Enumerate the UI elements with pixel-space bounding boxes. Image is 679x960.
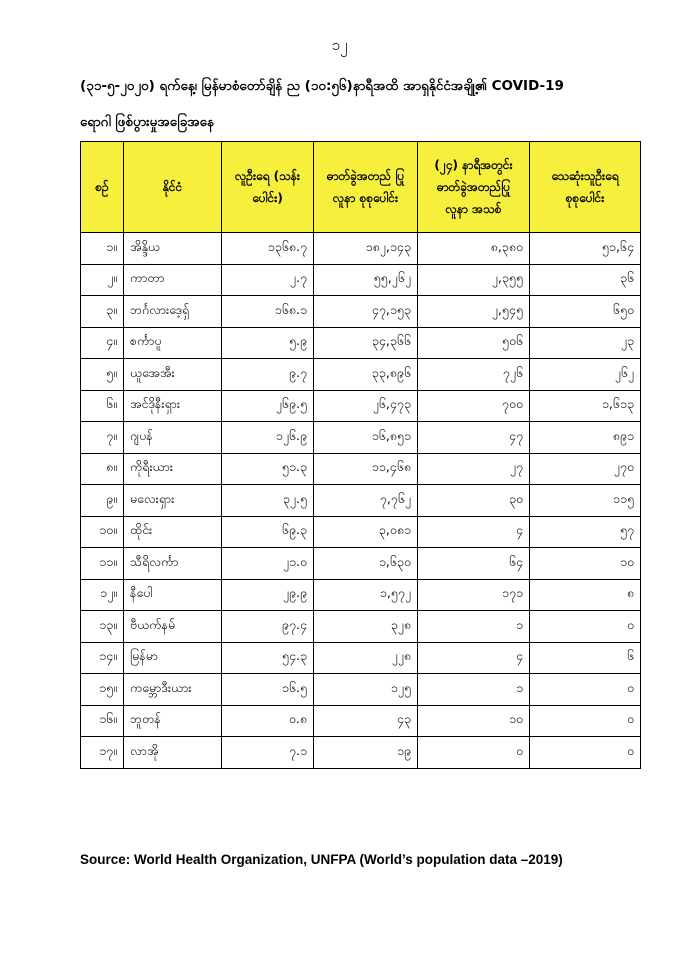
cell-new-24h: ၄၇ [418,422,530,454]
cell-population: ၁၃၆၈.၇ [222,233,314,265]
cell-new-24h: ၁၀ [418,705,530,737]
cell-confirmed-total: ၁,၆၃၀ [314,548,418,580]
cell-population: ၁၂၆.၉ [222,422,314,454]
cell-deaths-total: ၁,၆၁၃ [530,390,641,422]
cell-new-24h: ၆၄ [418,548,530,580]
table-row [81,233,641,265]
table-row [81,264,641,296]
table-row [81,485,641,517]
table-row [81,327,641,359]
cell-population: ၁၆၈.၁ [222,296,314,328]
cell-deaths-total: ၀ [530,705,641,737]
table-row [81,390,641,422]
cell-confirmed-total: ၄၃ [314,705,418,737]
cell-new-24h: ၁၇၁ [418,579,530,611]
table-row [81,611,641,643]
cell-confirmed-total: ၄၇,၁၅၃ [314,296,418,328]
cell-new-24h: ၅၀၆ [418,327,530,359]
cell-new-24h: ၂,၅၄၅ [418,296,530,328]
cell-deaths-total: ၀ [530,674,641,706]
cell-confirmed-total: ၅၅,၂၆၂ [314,264,418,296]
cell-country: အိန္ဒိယ [124,233,222,265]
cell-country: ထိုင်း [124,516,222,548]
cell-deaths-total: ၁၁၅ [530,485,641,517]
cell-deaths-total: ၅၁,၆၄ [530,233,641,265]
cell-confirmed-total: ၁၈၂,၁၄၃ [314,233,418,265]
cell-population: ၁၆.၅ [222,674,314,706]
cell-population: ၃၂.၅ [222,485,314,517]
cell-new-24h: ၃၀ [418,485,530,517]
cell-serial: ၈။ [81,453,124,485]
cell-serial: ၁၄။ [81,642,124,674]
table-header-row [81,142,641,233]
table-row [81,579,641,611]
cell-confirmed-total: ၃၂၈ [314,611,418,643]
cell-new-24h: ၈,၃၈၀ [418,233,530,265]
cell-serial: ၁၅။ [81,674,124,706]
cell-population: ၂၆၉.၅ [222,390,314,422]
table-row [81,296,641,328]
source-note: Source: World Health Organization, UNFPA (World’s population data –2019) [80,852,563,867]
cell-confirmed-total: ၁၁,၄၆၈ [314,453,418,485]
cell-deaths-total: ၂၆၂ [530,359,641,391]
cell-serial: ၁၇။ [81,737,124,769]
cell-population: ၂၉.၉ [222,579,314,611]
cell-serial: ၁၂။ [81,579,124,611]
cell-population: ၀.၈ [222,705,314,737]
cell-country: နီပေါ [124,579,222,611]
cell-country: ဘူတန် [124,705,222,737]
table-row [81,642,641,674]
header-serial: စဉ် [81,142,124,233]
header-deaths-total: သေဆုံးသူဦးရေ စုစုပေါင်း [530,142,641,233]
cell-serial: ၄။ [81,327,124,359]
table-row [81,453,641,485]
cell-country: ဂျပန် [124,422,222,454]
cell-country: ယူအေအီး [124,359,222,391]
table-row [81,737,641,769]
cell-serial: ၂။ [81,264,124,296]
cell-deaths-total: ၈ [530,579,641,611]
cell-deaths-total: ၆၅၀ [530,296,641,328]
cell-serial: ၆။ [81,390,124,422]
cell-confirmed-total: ၃၃,၈၉၆ [314,359,418,391]
cell-new-24h: ၂,၃၅၅ [418,264,530,296]
cell-country: ဘင်္ဂလားဒေ့ရှ် [124,296,222,328]
cell-new-24h: ၄ [418,642,530,674]
table-row [81,359,641,391]
cell-population: ၆၉.၃ [222,516,314,548]
cell-new-24h: ၁ [418,674,530,706]
cell-serial: ၃။ [81,296,124,328]
cell-serial: ၅။ [81,359,124,391]
cell-country: အင်ဒိုနီးရှား [124,390,222,422]
cell-population: ၂၁.၀ [222,548,314,580]
table-row [81,548,641,580]
cell-deaths-total: ၃၆ [530,264,641,296]
cell-deaths-total: ၂၇၀ [530,453,641,485]
cell-deaths-total: ၅၇ [530,516,641,548]
cell-confirmed-total: ၂၆,၄၇၃ [314,390,418,422]
header-new-24h: (၂၄) နာရီအတွင်း ဓာတ်ခွဲအတည်ပြု လူနာ အသစ် [418,142,530,233]
cell-country: လာအို [124,737,222,769]
cell-country: ဗီယက်နမ် [124,611,222,643]
cell-new-24h: ၀ [418,737,530,769]
cell-country: မလေးရှား [124,485,222,517]
cell-new-24h: ၇၂၆ [418,359,530,391]
document-title-line-2: ရောဂါ ဖြစ်ပွားမှုအခြေအနေ [80,114,214,130]
cell-deaths-total: ၂၃ [530,327,641,359]
cell-country: မြန်မာ [124,642,222,674]
cell-serial: ၁၀။ [81,516,124,548]
cell-deaths-total: ၀ [530,611,641,643]
cell-confirmed-total: ၁,၅၇၂ [314,579,418,611]
table-row [81,705,641,737]
cell-population: ၅၁.၃ [222,453,314,485]
cell-deaths-total: ၆ [530,642,641,674]
page-number: ၁၂ [331,36,348,54]
cell-country: စင်္ကာပူ [124,327,222,359]
cell-serial: ၁၁။ [81,548,124,580]
cell-confirmed-total: ၁၆,၈၅၁ [314,422,418,454]
covid-asia-table [80,141,641,769]
cell-confirmed-total: ၇,၇၆၂ [314,485,418,517]
cell-population: ၂.၇ [222,264,314,296]
cell-country: ကမ္ဘောဒီးယား [124,674,222,706]
table-row [81,674,641,706]
cell-serial: ၁၃။ [81,611,124,643]
cell-deaths-total: ၈၉၁ [530,422,641,454]
header-population: လူဦးရေ (သန်းပေါင်း) [222,142,314,233]
cell-deaths-total: ၁၀ [530,548,641,580]
cell-population: ၅၄.၃ [222,642,314,674]
cell-population: ၉၇.၄ [222,611,314,643]
cell-new-24h: ၇၀၀ [418,390,530,422]
header-confirmed-total: ဓာတ်ခွဲအတည် ပြု လူနာ စုစုပေါင်း [314,142,418,233]
cell-new-24h: ၁ [418,611,530,643]
cell-serial: ၉။ [81,485,124,517]
cell-country: ကာတာ [124,264,222,296]
cell-serial: ၁။ [81,233,124,265]
cell-confirmed-total: ၃,၀၈၁ [314,516,418,548]
cell-population: ၅.၉ [222,327,314,359]
cell-population: ၉.၇ [222,359,314,391]
cell-confirmed-total: ၃၄,၃၆၆ [314,327,418,359]
cell-country: သီရိလင်္ကာ [124,548,222,580]
cell-new-24h: ၄ [418,516,530,548]
cell-new-24h: ၂၇ [418,453,530,485]
cell-country: ကိုရီးယား [124,453,222,485]
document-title-line-1: (၃၁-၅-၂၀၂၀) ရက်နေ့၊ မြန်မာစံတော်ချိန် ည (၁၀:၅၆)နာရီအထိ အာရှနိုင်ငံအချို့၏ COVID-19 [80,78,564,94]
cell-population: ၇.၁ [222,737,314,769]
header-country: နိုင်ငံ [124,142,222,233]
table-row [81,422,641,454]
table-row [81,516,641,548]
table-body [81,233,641,769]
cell-confirmed-total: ၁၂၅ [314,674,418,706]
cell-serial: ၇။ [81,422,124,454]
cell-confirmed-total: ၂၂၈ [314,642,418,674]
cell-deaths-total: ၀ [530,737,641,769]
cell-confirmed-total: ၁၉ [314,737,418,769]
cell-serial: ၁၆။ [81,705,124,737]
